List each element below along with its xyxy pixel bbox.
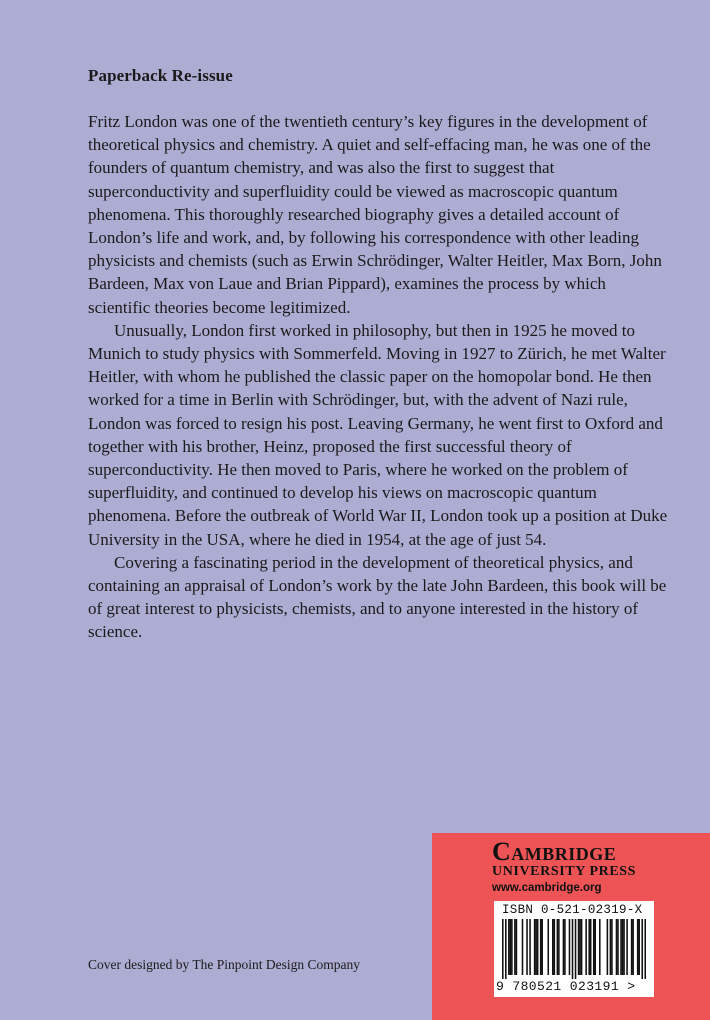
barcode-bar [599, 919, 601, 975]
barcode-bar [594, 919, 596, 975]
barcode-bar [522, 919, 524, 975]
barcode-bar [552, 919, 554, 975]
cover-credit: Cover designed by The Pinpoint Design Company [88, 957, 360, 972]
barcode-bar [585, 919, 587, 975]
barcode-bar [505, 919, 507, 979]
barcode-bar [529, 919, 531, 975]
barcode-bar [641, 919, 643, 979]
barcode-bar [631, 919, 633, 975]
barcode-bar [622, 919, 624, 975]
barcode-bar [514, 919, 516, 975]
barcode-bar [644, 919, 646, 979]
barcode-bar [620, 919, 622, 975]
barcode-bar [581, 919, 583, 975]
barcode-bar [510, 919, 512, 975]
barcode-bar [626, 919, 628, 975]
barcode-bar [590, 919, 592, 975]
barcode-bar [558, 919, 560, 975]
barcode-bar [564, 919, 566, 975]
barcode-bar [554, 919, 556, 975]
barcode-box [494, 901, 654, 997]
barcode-bar [537, 919, 539, 975]
barcode-bar [526, 919, 528, 975]
barcode-bar [578, 919, 580, 975]
barcode-bar [563, 919, 565, 975]
barcode-bar [638, 919, 640, 975]
blurb-paragraph-2: Unusually, London first worked in philosophy, but then in 1925 he moved to Munich to study physics with Sommerfeld. Moving in 1927 to Zürich, he met Walter Heitler, with whom he published the classic paper on the homopolar bond. He then worked for a time in Berlin with Schrödinger, but, with the advent of Nazi rule, London was forced to resign his post. Leaving Germany, he went first to Oxford and together with his brother, Heinz, proposed the first successful theory of superconductivity. He then moved to Paris, where he worked on the problem of superfluidity, and continued to develop his views on macroscopic quantum phenomena. Before the outbreak of World War II, London took up a position at Duke University in the USA, where he died in 1954, at the age of just 54. [88, 320, 668, 549]
barcode-bar [575, 919, 577, 979]
publisher-name: Cambridge [492, 837, 617, 866]
barcode-bar [541, 919, 543, 975]
barcode-bar [617, 919, 619, 975]
isbn-label: ISBN 0-521-02319-X [502, 903, 643, 917]
barcode-bar [516, 919, 518, 975]
barcode-bar [534, 919, 536, 975]
ean-digits: 9 780521 023191 > [496, 979, 636, 994]
publisher-url: www.cambridge.org [492, 882, 602, 894]
barcode-bar [607, 919, 609, 975]
blurb [88, 110, 668, 644]
barcode-bar [502, 919, 504, 979]
barcode-bar [547, 919, 549, 975]
publisher-press: UNIVERSITY PRESS [492, 864, 637, 879]
barcode-icon [502, 919, 646, 979]
barcode-bar [579, 919, 581, 975]
barcode-bar [569, 919, 571, 975]
barcode-bar [557, 919, 559, 975]
heading: Paperback Re-issue [88, 66, 233, 85]
barcode-bar [540, 919, 542, 975]
blurb-paragraph-1: Fritz London was one of the twentieth century’s key figures in the development of theoretical physics and chemistry. A quiet and self-effacing man, he was one of the founders of quantum chemistry, and was also the first to suggest that superconductivity and superfluidity could be viewed as macroscopic quantum phenomena. This thoroughly researched biography gives a detailed account of London’s life and work, and, by following his correspondence with other leading physicists and chemists (such as Erwin Schrödinger, Walter Heitler, Max Born, John Bardeen, Max von Laue and Brian Pippard), examines the process by which scientific theories become legitimized. [88, 112, 662, 317]
publisher-panel [432, 833, 710, 1020]
barcode-bar [611, 919, 613, 975]
barcode-bar [616, 919, 618, 975]
barcode-bar [632, 919, 634, 975]
barcode-bar [511, 919, 513, 975]
barcode-bar [588, 919, 590, 975]
barcode-bar [508, 919, 510, 975]
barcode-bar [637, 919, 639, 975]
barcode-bar [610, 919, 612, 975]
barcode-bar [535, 919, 537, 975]
barcode-bar [593, 919, 595, 975]
barcode-bar [572, 919, 574, 979]
blurb-paragraph-3: Covering a fascinating period in the development of theoretical physics, and containing an appraisal of London’s work by the late John Bardeen, this book will be of great interest to physicists, chemists, and to anyone interested in the history of science. [88, 552, 667, 642]
barcode-bar [623, 919, 625, 975]
